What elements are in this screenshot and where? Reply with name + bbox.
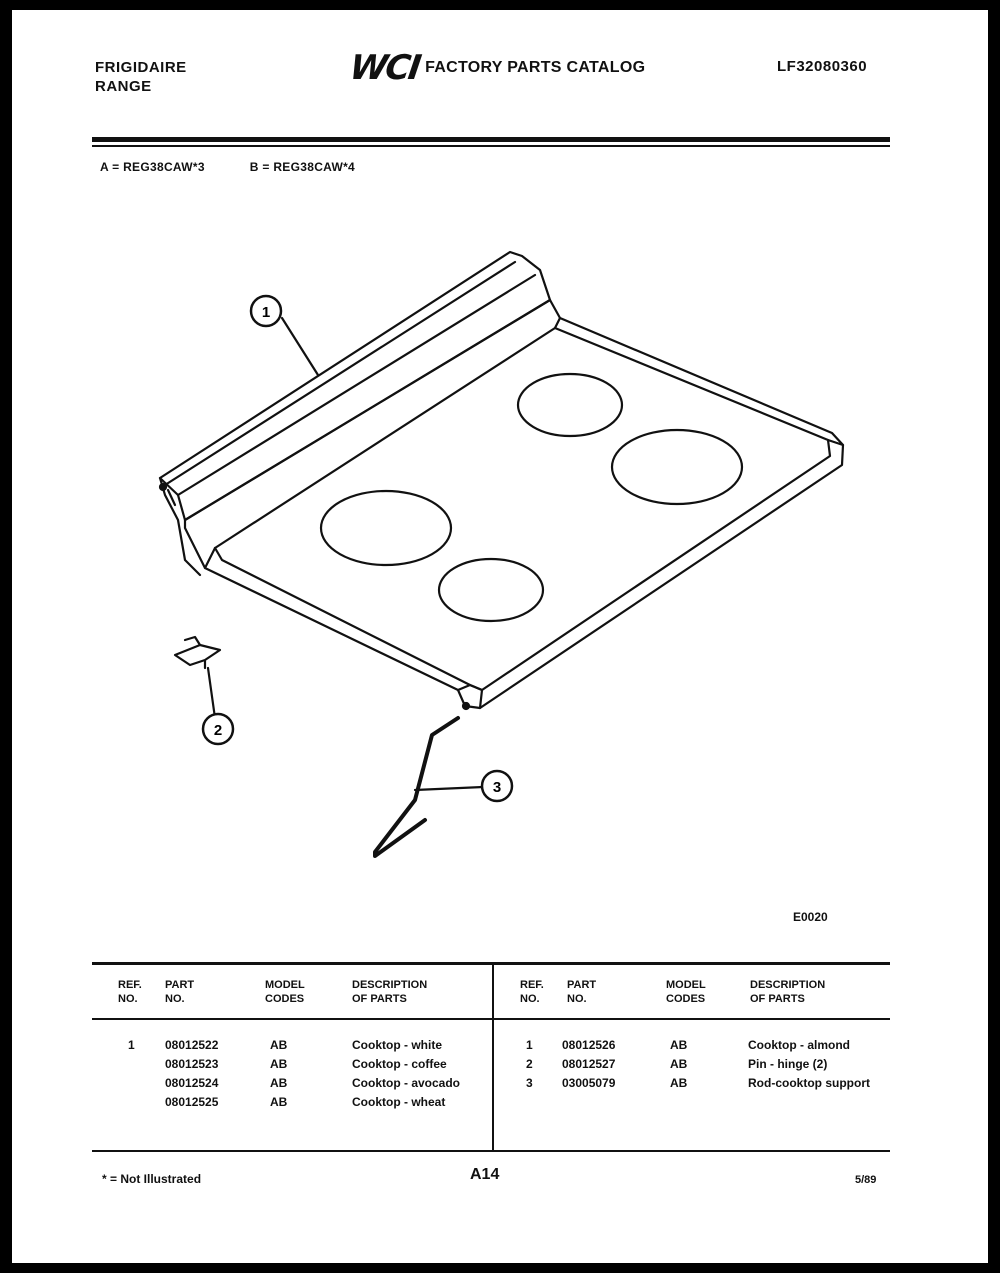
right-desc-column	[748, 1036, 870, 1093]
table-cell: 08012525	[165, 1095, 219, 1109]
table-cell: Cooktop - white	[352, 1038, 442, 1052]
table-cell: Cooktop - coffee	[352, 1057, 447, 1071]
table-cell: 1	[128, 1038, 135, 1052]
drawing-code: E0020	[793, 910, 828, 924]
header-ref-no: REF. NO.	[118, 979, 142, 1005]
header-model-codes: MODEL CODES	[265, 979, 305, 1005]
callout-3	[482, 771, 512, 801]
right-codes-column	[670, 1036, 687, 1093]
support-rod-part	[375, 718, 458, 856]
burner-opening-rear-left	[518, 374, 622, 436]
callout-1	[251, 296, 281, 326]
table-cell: AB	[270, 1057, 288, 1071]
table-cell: Rod-cooktop support	[748, 1076, 870, 1090]
page-number: A14	[470, 1166, 500, 1183]
table-cell	[128, 1074, 135, 1093]
table-cell: AB	[670, 1057, 688, 1071]
header-description-right: DESCRIPTION OF PARTS	[750, 979, 826, 1005]
burner-opening-front-right	[439, 559, 543, 621]
not-illustrated-note: * = Not Illustrated	[102, 1172, 202, 1186]
header-part-no-right: PART NO.	[567, 979, 597, 1005]
model-b: B = REG38CAW*4	[249, 160, 356, 174]
table-cell: 3	[526, 1076, 533, 1090]
table-rule-bottom	[92, 1150, 890, 1152]
table-cell: 08012527	[562, 1057, 616, 1071]
right-ref-column	[526, 1036, 533, 1093]
wci-logo: WCI	[347, 48, 422, 88]
table-cell: Pin - hinge (2)	[748, 1057, 828, 1071]
header-description: DESCRIPTION OF PARTS	[352, 979, 428, 1005]
table-cell: AB	[670, 1038, 688, 1052]
svg-text:3: 3	[492, 779, 502, 796]
model-a: A = REG38CAW*3	[100, 160, 205, 174]
burner-opening-front-left	[321, 491, 451, 565]
table-cell: 08012522	[165, 1038, 219, 1052]
revision-date: 5/89	[855, 1174, 877, 1186]
left-codes-column	[270, 1036, 287, 1112]
table-cell: 1	[526, 1038, 533, 1052]
burner-opening-rear-right	[612, 430, 742, 504]
left-desc-column	[352, 1036, 460, 1112]
table-rule-header	[92, 1018, 890, 1020]
brand-name: FRIGIDAIRE	[95, 59, 187, 76]
header-model-codes-right: MODEL CODES	[666, 979, 706, 1005]
table-cell: AB	[270, 1095, 288, 1109]
table-rule-top	[92, 962, 890, 965]
table-cell: 08012526	[562, 1038, 616, 1052]
table-cell	[128, 1055, 135, 1074]
catalog-number: LF32080360	[777, 58, 868, 75]
svg-text:1: 1	[261, 304, 271, 321]
table-cell: 08012524	[165, 1076, 219, 1090]
table-cell: Cooktop - almond	[748, 1038, 850, 1052]
table-cell: 03005079	[562, 1076, 616, 1090]
callout-2	[203, 714, 233, 744]
table-cell: AB	[670, 1076, 688, 1090]
left-ref-column	[128, 1036, 135, 1112]
table-cell: Cooktop - avocado	[352, 1076, 461, 1090]
header-ref-no-right: REF. NO.	[520, 979, 544, 1005]
header-part-no: PART NO.	[165, 979, 195, 1005]
table-cell	[128, 1093, 135, 1112]
table-cell: Cooktop - wheat	[352, 1095, 446, 1109]
catalog-title: FACTORY PARTS CATALOG	[425, 59, 646, 76]
table-cell: AB	[270, 1038, 288, 1052]
table-cell: 2	[526, 1057, 533, 1071]
hinge-pin-part	[175, 637, 220, 668]
product-name: RANGE	[95, 78, 152, 95]
right-part-column	[562, 1036, 615, 1093]
table-cell: AB	[270, 1076, 288, 1090]
svg-text:2: 2	[213, 722, 223, 739]
left-part-column	[165, 1036, 218, 1112]
table-column-divider	[492, 965, 494, 1150]
table-cell: 08012523	[165, 1057, 219, 1071]
